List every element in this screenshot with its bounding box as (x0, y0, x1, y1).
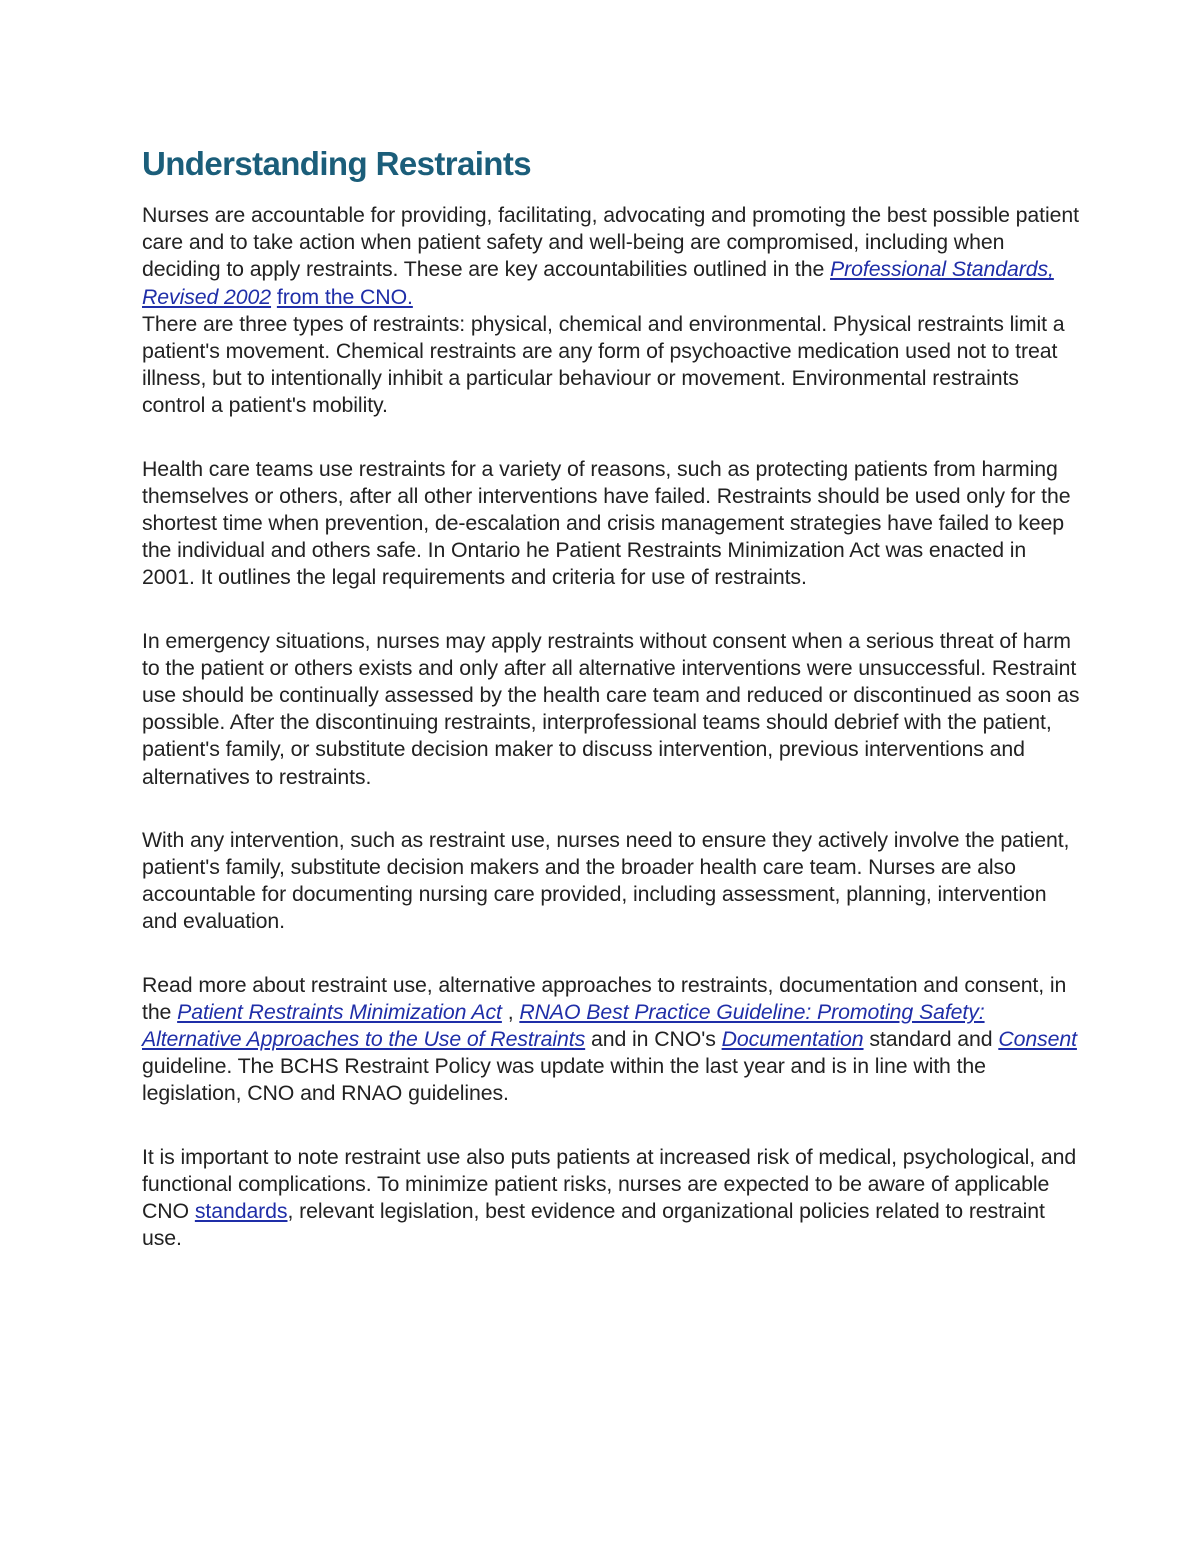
page-title: Understanding Restraints (142, 145, 531, 182)
link-from-cno[interactable]: from the CNO. (276, 284, 413, 309)
paragraph-read-more (142, 972, 1082, 1108)
link-documentation[interactable]: Documentation (721, 1027, 864, 1052)
paragraph-text: and in CNO's (585, 1027, 722, 1052)
paragraph-text: There are three types of restraints: physical, chemical and environmental. Physical restraints limit a patient's movement. Chemical restraints are any form of psychoactive medication used not to treat illness, but to intentionally inhibit a particular behaviour or movement. Environmental restraints control a patient's mobility. (142, 311, 1065, 418)
paragraph-text: , (501, 999, 520, 1024)
link-standards[interactable]: standards (194, 1199, 288, 1224)
paragraph-risks (142, 1144, 1082, 1253)
paragraph-involvement: With any intervention, such as restraint use, nurses need to ensure they actively involve the patient, patient's family, substitute decision makers and the broader health care team. Nurses are also accountable for documenting nursing care provided, including assessment, planning, intervention and evaluation. (142, 827, 1070, 934)
link-rnao-guideline[interactable]: RNAO Best Practice Guideline: Promoting Safety: Alternative Approaches to the Use of Restraints (142, 999, 985, 1052)
link-patient-restraints-act[interactable]: Patient Restraints Minimization Act (177, 999, 502, 1024)
paragraph-accountability (142, 202, 1082, 420)
paragraph-text: It is important to note restraint use also puts patients at increased risk of medical, psychological, and functional complications. To minimize patient risks, nurses are expected to be aware of applicable CNO (142, 1144, 1077, 1224)
paragraph-text: , relevant legislation, best evidence and organizational policies related to restraint use. (142, 1199, 1045, 1251)
paragraph-text: Nurses are accountable for providing, facilitating, advocating and promoting the best possible patient care and to take action when patient safety and well-being are compromised, including when deciding to apply restraints. These are key accountabilities outlined in the (142, 203, 1079, 282)
link-professional-standards[interactable]: Professional Standards, Revised 2002 (142, 257, 1054, 309)
link-consent[interactable]: Consent (998, 1027, 1077, 1052)
paragraph-text: standard and (863, 1027, 999, 1052)
paragraph-text: guideline. The BCHS Restraint Policy was update within the last year and is in line with the legislation, CNO and RNAO guidelines. (142, 1054, 986, 1106)
document-page (142, 140, 1082, 1253)
paragraph-emergency: In emergency situations, nurses may apply restraints without consent when a serious threat of harm to the patient or others exists and only after all alternative interventions were unsuccessful. Restraint use should be continually assessed by the health care team and reduced or discontinued as soon as possible. After the discontinuing restraints, interprofessional teams should debrief with the patient, patient's family, or substitute decision maker to discuss intervention, previous interventions and alternatives to restraints. (142, 628, 1080, 789)
paragraph-reasons: Health care teams use restraints for a variety of reasons, such as protecting patients from harming themselves or others, after all other interventions have failed. Restraints should be used only for the shortest time when prevention, de-escalation and crisis management strategies have failed to keep the individual and others safe. In Ontario he Patient Restraints Minimization Act was enacted in 2001. It outlines the legal requirements and criteria for use of restraints. (142, 456, 1071, 590)
paragraph-text: Read more about restraint use, alternative approaches to restraints, documentation and consent, in the (142, 972, 1067, 1024)
